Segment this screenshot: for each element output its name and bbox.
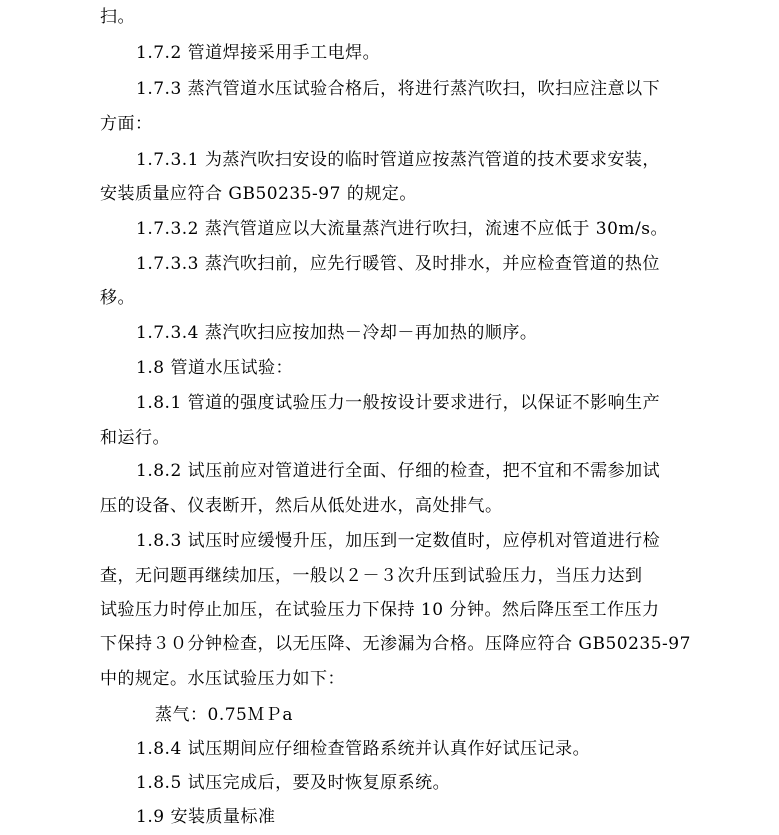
text-line: 压的设备、仪表断开，然后从低处进水，高处排气。 bbox=[100, 496, 503, 516]
text-line: 1.7.3.3 蒸汽吹扫前，应先行暖管、及时排水，并应检查管道的热位 bbox=[136, 254, 660, 274]
text-line: 查，无问题再继续加压，一般以２－３次升压到试验压力，当压力达到 bbox=[100, 566, 643, 586]
text-line: 1.8.5 试压完成后，要及时恢复原系统。 bbox=[136, 773, 451, 793]
text-line: 1.8.4 试压期间应仔细检查管路系统并认真作好试压记录。 bbox=[136, 739, 591, 759]
text-line: 中的规定。水压试验压力如下： bbox=[100, 669, 345, 689]
text-line: 1.8.2 试压前应对管道进行全面、仔细的检查，把不宜和不需参加试 bbox=[136, 461, 661, 481]
text-line: 安装质量应符合 GB50235-97 的规定。 bbox=[100, 184, 417, 204]
text-line: 扫。 bbox=[100, 7, 135, 27]
text-line: 1.8 管道水压试验： bbox=[136, 358, 293, 378]
text-line: 1.7.3 蒸汽管道水压试验合格后，将进行蒸汽吹扫，吹扫应注意以下 bbox=[136, 79, 661, 99]
text-line: 1.9 安装质量标准 bbox=[136, 807, 276, 827]
text-line: 和运行。 bbox=[100, 428, 170, 448]
text-line: 1.8.1 管道的强度试验压力一般按设计要求进行，以保证不影响生产 bbox=[136, 393, 661, 413]
text-line: 1.7.3.4 蒸汽吹扫应按加热－冷却－再加热的顺序。 bbox=[136, 323, 538, 343]
text-line: 方面： bbox=[100, 114, 153, 134]
text-line: 试验压力时停止加压，在试验压力下保持 10 分钟。然后降压至工作压力 bbox=[100, 600, 660, 620]
text-line: 蒸气：0.75ＭＰa bbox=[155, 705, 293, 725]
text-line: 1.7.3.1 为蒸汽吹扫安设的临时管道应按蒸汽管道的技术要求安装， bbox=[136, 150, 660, 170]
text-line: 下保持３０分钟检查，以无压降、无渗漏为合格。压降应符合 GB50235-97 bbox=[100, 634, 691, 654]
text-line: 1.7.2 管道焊接采用手工电焊。 bbox=[136, 43, 381, 63]
text-line: 1.8.3 试压时应缓慢升压，加压到一定数值时，应停机对管道进行检 bbox=[136, 531, 661, 551]
text-line: 1.7.3.2 蒸汽管道应以大流量蒸汽进行吹扫，流速不应低于 30m/s。 bbox=[136, 219, 668, 239]
text-line: 移。 bbox=[100, 288, 135, 308]
